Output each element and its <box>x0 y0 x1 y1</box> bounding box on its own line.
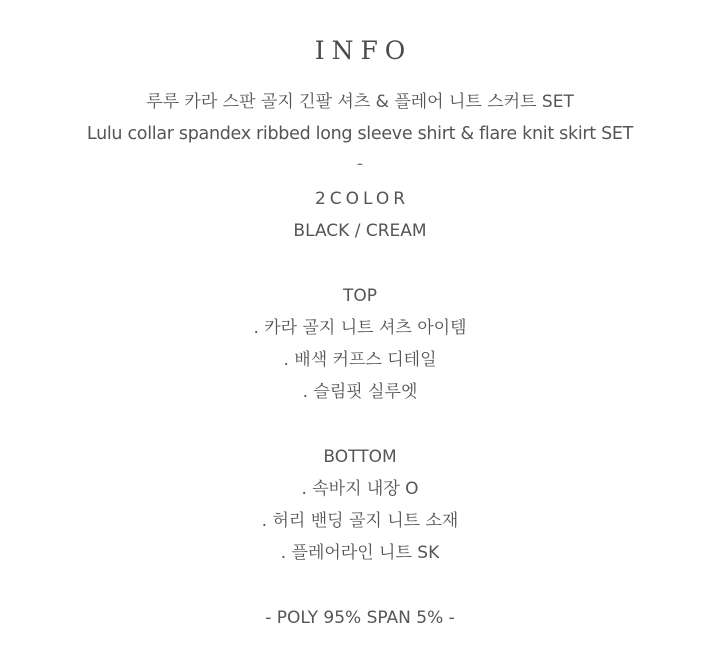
product-name-korean: 루루 카라 스판 골지 긴팔 셔츠 & 플레어 니트 스커트 SET <box>146 92 574 112</box>
bottom-heading: BOTTOM <box>323 447 397 467</box>
top-detail-item: . 배색 커프스 디테일 <box>283 350 437 370</box>
info-title: INFO <box>314 36 413 65</box>
top-detail-item: . 카라 골지 니트 셔츠 아이템 <box>253 318 467 338</box>
top-detail-item: . 슬림핏 실루엣 <box>302 382 418 402</box>
separator-dash: - <box>356 154 364 174</box>
bottom-detail-item: . 플레어라인 니트 SK <box>280 543 440 563</box>
color-count: 2COLOR <box>314 189 410 209</box>
bottom-detail-item: . 속바지 내장 O <box>301 479 419 499</box>
color-options: BLACK / CREAM <box>293 221 427 241</box>
top-heading: TOP <box>342 286 378 306</box>
fabric-composition: - POLY 95% SPAN 5% - <box>265 608 455 628</box>
product-name-english: Lulu collar spandex ribbed long sleeve shirt & flare knit skirt SET <box>86 124 634 144</box>
bottom-detail-item: . 허리 밴딩 골지 니트 소재 <box>261 511 459 531</box>
